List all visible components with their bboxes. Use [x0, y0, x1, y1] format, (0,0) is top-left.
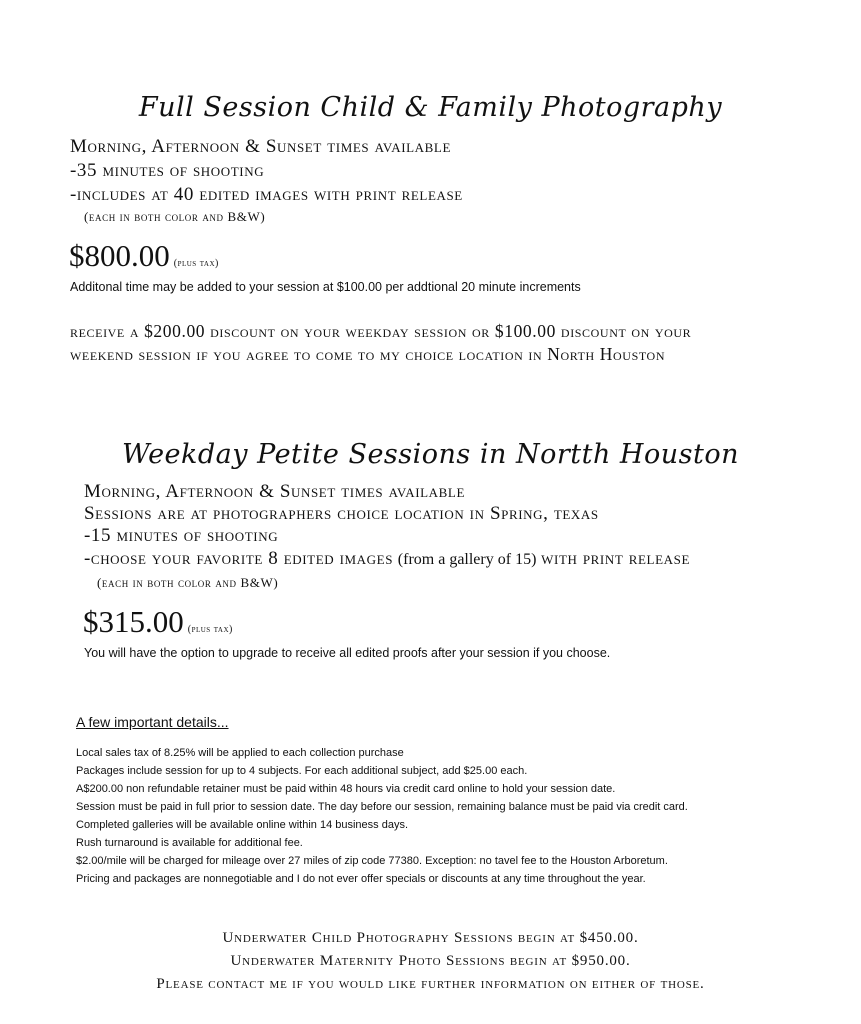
footer-underwater-maternity: Underwater Maternity Photo Sessions begin at $950.00.: [230, 953, 631, 969]
details-item: $2.00/mile will be charged for mileage over 27 miles of zip code 77380. Exception: no tavel fee to the Houston Arboretum.: [76, 855, 668, 867]
details-item: Completed galleries will be available online within 14 business days.: [76, 819, 409, 831]
petite-session-price-amount: $315.00: [83, 604, 184, 639]
details-item: Rush turnaround is available for additional fee.: [76, 837, 303, 849]
petite-session-color-note: (each in both color and B&W): [97, 575, 279, 590]
petite-session-location: Sessions are at photographers choice location in Spring, texas: [84, 503, 599, 524]
full-session-duration: -35 minutes of shooting: [70, 160, 265, 181]
petite-session-duration: -15 minutes of shooting: [84, 525, 279, 546]
petite-session-title: Weekday Petite Sessions in Nortth Houston: [122, 439, 739, 471]
full-session-extra-time: Additonal time may be added to your session at $100.00 per addtional 20 minute increments: [70, 280, 581, 294]
full-session-color-note: (each in both color and B&W): [84, 209, 266, 224]
full-session-times: Morning, Afternoon & Sunset times available: [70, 136, 452, 157]
full-session-price-tax: (plus tax): [173, 258, 219, 269]
details-heading: A few important details...: [76, 714, 229, 730]
full-session-images: -includes at 40 edited images with print release: [70, 184, 463, 205]
footer-contact: Please contact me if you would like further information on either of those.: [156, 976, 705, 992]
petite-session-times: Morning, Afternoon & Sunset times available: [84, 481, 466, 502]
details-list: [76, 744, 688, 888]
full-session-price-amount: $800.00: [69, 238, 170, 273]
full-session-price: [69, 238, 219, 274]
details-item: Pricing and packages are nonnegotiable and I do not ever offer specials or discounts at any time throughout the year.: [76, 873, 646, 885]
details-item: Packages include session for up to 4 subjects. For each additional subject, add $25.00 each.: [76, 765, 528, 777]
details-item: A$200.00 non refundable retainer must be paid within 48 hours via credit card online to hold your session date.: [76, 783, 616, 795]
petite-session-price-tax: (plus tax): [187, 624, 233, 635]
full-session-discount-line2: weekend session if you agree to come to my choice location in North Houston: [70, 344, 666, 364]
petite-session-images-suffix: with print release: [541, 548, 690, 569]
petite-session-images-gallery: (from a gallery of 15): [397, 551, 537, 568]
details-item: Session must be paid in full prior to session date. The day before our session, remaining balance must be paid via credit card.: [76, 801, 688, 813]
details-item: Local sales tax of 8.25% will be applied to each collection purchase: [76, 747, 404, 759]
full-session-discount-line1: receive a $200.00 discount on your weekday session or $100.00 discount on your: [70, 321, 692, 341]
petite-session-images: [84, 548, 690, 570]
petite-session-images-prefix: -choose your favorite 8 edited images: [84, 548, 394, 569]
full-session-title: Full Session Child & Family Photography: [138, 92, 723, 124]
footer-underwater-child: Underwater Child Photography Sessions begin at $450.00.: [222, 930, 639, 946]
petite-session-price: [83, 604, 233, 640]
petite-session-upgrade: You will have the option to upgrade to receive all edited proofs after your session if you choose.: [84, 646, 611, 660]
